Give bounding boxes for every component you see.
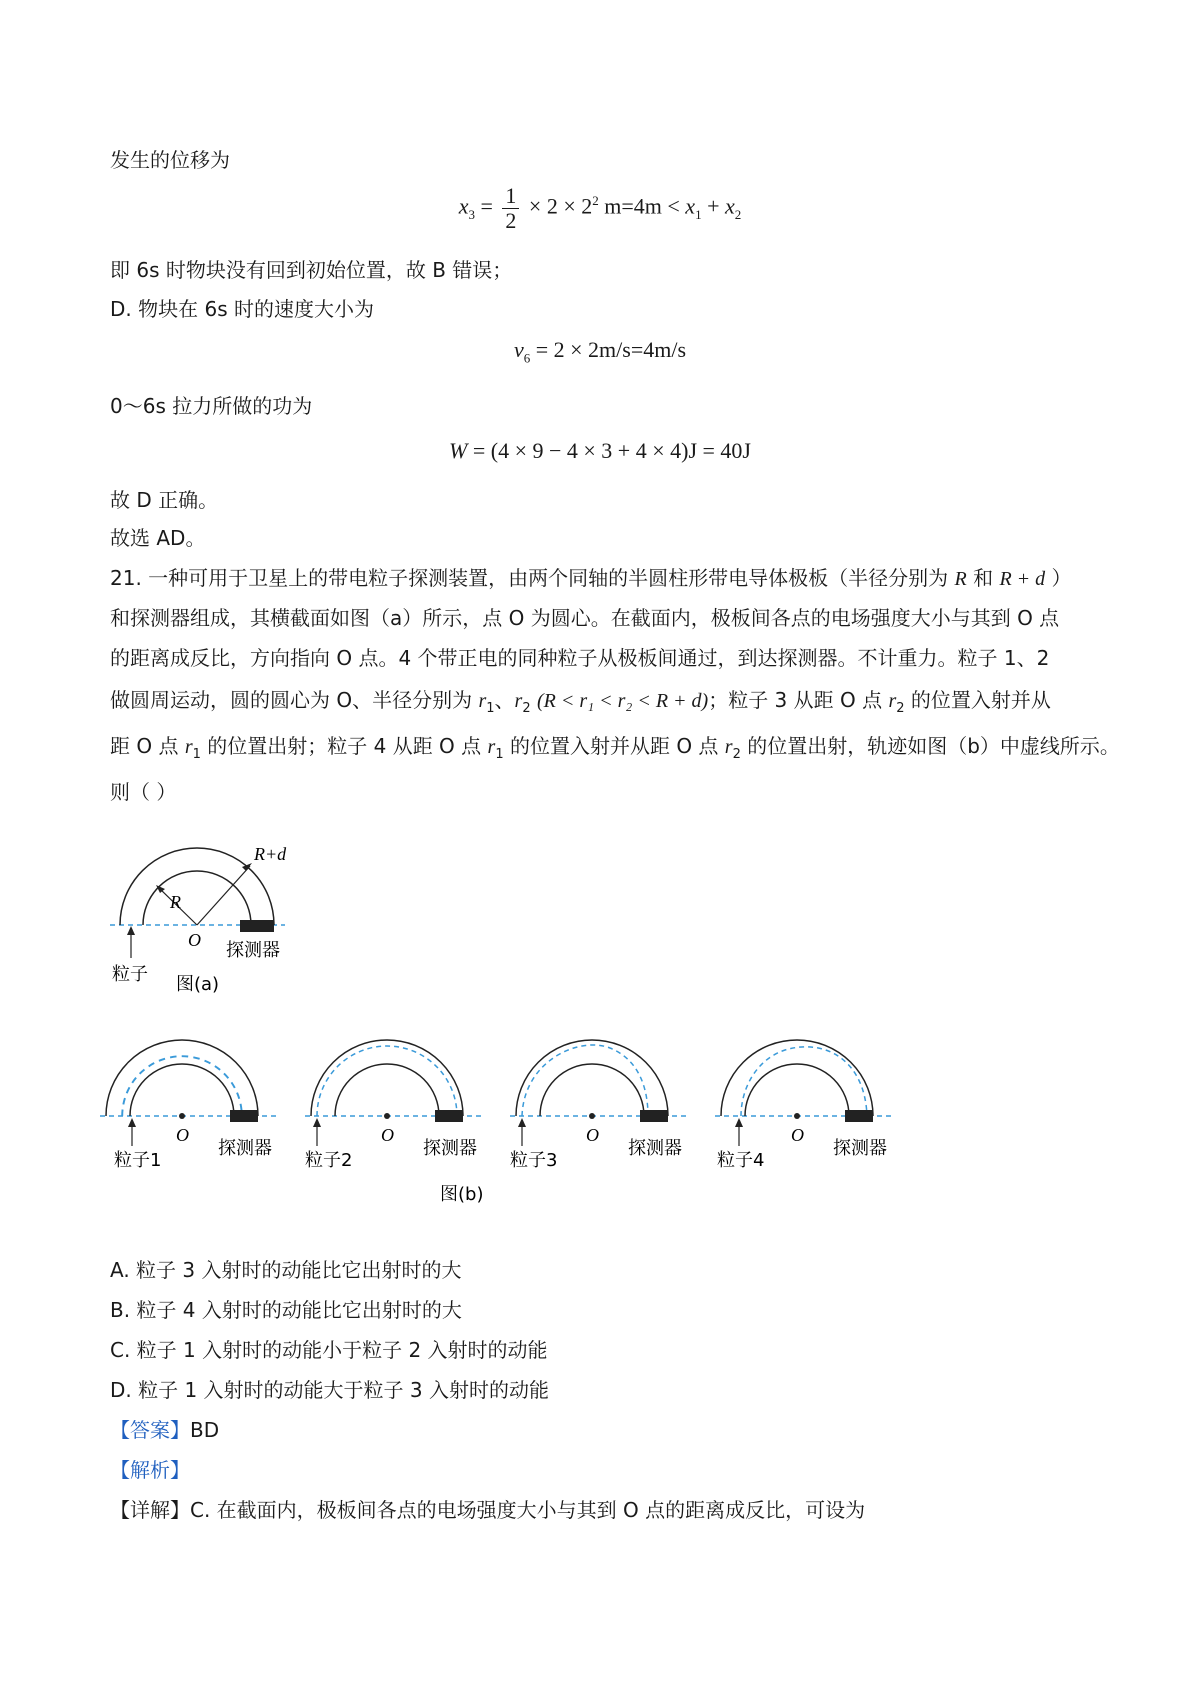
outer-plate: [516, 1040, 668, 1116]
inner-plate: [745, 1064, 849, 1116]
detail-tag: 【详解】: [110, 1498, 190, 1522]
inner-plate: [335, 1064, 439, 1116]
fraction: [502, 184, 519, 233]
analysis-line: [110, 1456, 190, 1484]
eq-var: x: [458, 193, 469, 219]
detail-line: [110, 1496, 865, 1524]
q-condition: (R < r₁ < r₂ < R + d): [536, 690, 709, 712]
panel-2: [305, 1040, 485, 1171]
eq-text: = 2 × 2m/s=4m/s: [530, 337, 687, 362]
caption-b: 图(b): [440, 1184, 484, 1205]
q-text: 、: [494, 688, 515, 712]
figure-a: [110, 840, 370, 995]
inner-plate: [130, 1064, 234, 1116]
label-detector: 探测器: [226, 940, 280, 961]
q-sub: 2: [732, 747, 741, 762]
question-21-line5: [110, 732, 1120, 769]
question-21-line2: 和探测器组成，其横截面如图（a）所示，点 O 为圆心。在截面内，极板间各点的电场强度大小与其到 O 点: [110, 606, 1060, 630]
analysis-tag: 【解析】: [110, 1458, 190, 1482]
q-sub: 1: [495, 747, 504, 762]
label-R: R: [170, 892, 181, 912]
q-var: r: [888, 690, 897, 712]
q-var: r: [514, 690, 523, 712]
eq-sub: 6: [523, 350, 531, 366]
eq-var: v: [513, 337, 524, 362]
eq-text: = (4 × 9 − 4 × 3 + 4 × 4)J = 40J: [467, 438, 751, 463]
label-Rd: R+d: [254, 844, 287, 864]
q-text: ；粒子 3 从距 O 点: [708, 688, 889, 712]
arrow-head: [735, 1118, 743, 1127]
q-sub: 1: [486, 701, 495, 716]
option-a: A. 粒子 3 入射时的动能比它出射时的大: [110, 1258, 462, 1282]
q-text: 的位置入射并从: [904, 688, 1051, 712]
panel-1: [100, 1040, 280, 1171]
label-particle: 粒子1: [114, 1150, 162, 1171]
q-var: r: [487, 736, 496, 758]
center-dot: [589, 1113, 595, 1119]
q-var: R: [954, 568, 967, 590]
text-line: 故 D 正确。: [110, 488, 219, 512]
q-text: ）: [1045, 566, 1072, 590]
answer-line: [110, 1416, 219, 1444]
label-O: O: [188, 930, 201, 950]
center-dot: [179, 1113, 185, 1119]
text-line: D. 物块在 6s 时的速度大小为: [110, 297, 374, 321]
q-text: 的位置出射；粒子 4 从距 O 点: [200, 734, 488, 758]
label-particle: 粒子4: [717, 1150, 765, 1171]
equation-v6: [0, 335, 1200, 373]
label-O: O: [791, 1125, 804, 1145]
question-21-line4: [110, 686, 1051, 723]
text-line: 故选 AD。: [110, 526, 206, 550]
label-particle: 粒子: [112, 964, 148, 985]
outer-plate: [120, 848, 274, 925]
outer-plate: [721, 1040, 873, 1116]
option-c: C. 粒子 1 入射时的动能小于粒子 2 入射时的动能: [110, 1338, 548, 1362]
panel-4: [715, 1040, 895, 1171]
fraction-den: 2: [505, 208, 517, 233]
inner-plate: [540, 1064, 644, 1116]
text-line: 发生的位移为: [110, 148, 230, 172]
q-var: r: [724, 736, 733, 758]
label-detector: 探测器: [628, 1138, 682, 1159]
outer-plate: [106, 1040, 258, 1116]
q-text: 和: [966, 566, 1000, 590]
q-text: 的位置出射，轨迹如图（b）中虚线所示。: [740, 734, 1120, 758]
eq-text: +: [701, 193, 725, 219]
fraction-num: 1: [502, 184, 519, 209]
q-var: r: [184, 736, 193, 758]
detector-block: [845, 1110, 873, 1122]
q-text: 的位置入射并从距 O 点: [503, 734, 725, 758]
eq-sup: 2: [592, 193, 599, 209]
option-d: D. 粒子 1 入射时的动能大于粒子 3 入射时的动能: [110, 1378, 549, 1402]
arrow-head: [518, 1118, 526, 1127]
q-var: r: [478, 690, 487, 712]
text-line: 0～6s 拉力所做的功为: [110, 394, 313, 418]
eq-var: x: [724, 193, 735, 219]
equation-x3: $x_3$ = $\frac{1}{2}$ × $2 \times 2^2$ $m=4m < x_1 + x_2$: [458, 183, 742, 233]
text-line: 即 6s 时物块没有回到初始位置，故 B 错误；: [110, 258, 513, 282]
detector-block: [230, 1110, 258, 1122]
center-dot: [384, 1113, 390, 1119]
eq-var: x: [685, 193, 696, 219]
outer-plate: [311, 1040, 463, 1116]
label-detector: 探测器: [833, 1138, 887, 1159]
q-sub: 1: [192, 747, 201, 762]
arrow-head: [127, 926, 135, 935]
panel-3: [510, 1040, 690, 1171]
detail-text: C. 在截面内，极板间各点的电场强度大小与其到 O 点的距离成反比，可设为: [190, 1498, 866, 1522]
question-21-line3: 的距离成反比，方向指向 O 点。4 个带正电的同种粒子从极板间通过，到达探测器。不计重力。粒子 1、2: [110, 646, 1050, 670]
q-sub: 2: [896, 701, 905, 716]
trajectory: [317, 1046, 457, 1116]
arrow-head: [313, 1118, 321, 1127]
answer-value: BD: [190, 1418, 220, 1442]
q-var: R + d: [999, 568, 1046, 590]
option-b: B. 粒子 4 入射时的动能比它出射时的大: [110, 1298, 462, 1322]
label-detector: 探测器: [218, 1138, 272, 1159]
detector-block: [435, 1110, 463, 1122]
eq-sub: 3: [468, 206, 475, 222]
label-detector: 探测器: [423, 1138, 477, 1159]
detector-block: [640, 1110, 668, 1122]
q-text: 距 O 点: [110, 734, 185, 758]
q-sub: 2: [522, 701, 531, 716]
question-21-line6: 则（ ）: [110, 780, 177, 804]
figure-b: [100, 1020, 960, 1210]
answer-tag: 【答案】: [110, 1418, 190, 1442]
label-O: O: [586, 1125, 599, 1145]
question-21-line1: [110, 564, 1072, 593]
q-text: 做圆周运动，圆的圆心为 O、半径分别为: [110, 688, 479, 712]
label-particle: 粒子2: [305, 1150, 353, 1171]
center-dot: [794, 1113, 800, 1119]
q-text: 21. 一种可用于卫星上的带电粒子探测装置，由两个同轴的半圆柱形带电导体极板（半径分别为: [110, 566, 955, 590]
detector-block: [240, 920, 274, 932]
label-particle: 粒子3: [510, 1150, 558, 1171]
eq-text: × 2 × 2: [528, 193, 593, 219]
eq-var: W: [449, 438, 468, 463]
label-O: O: [176, 1125, 189, 1145]
arrow-head: [128, 1118, 136, 1127]
equation-work: [0, 436, 1200, 466]
eq-sub: 2: [734, 206, 742, 222]
eq-text: m=4m <: [598, 193, 686, 219]
inner-plate: [143, 871, 251, 925]
eq-sub: 1: [695, 206, 702, 222]
label-O: O: [381, 1125, 394, 1145]
caption-a: 图(a): [176, 974, 220, 995]
